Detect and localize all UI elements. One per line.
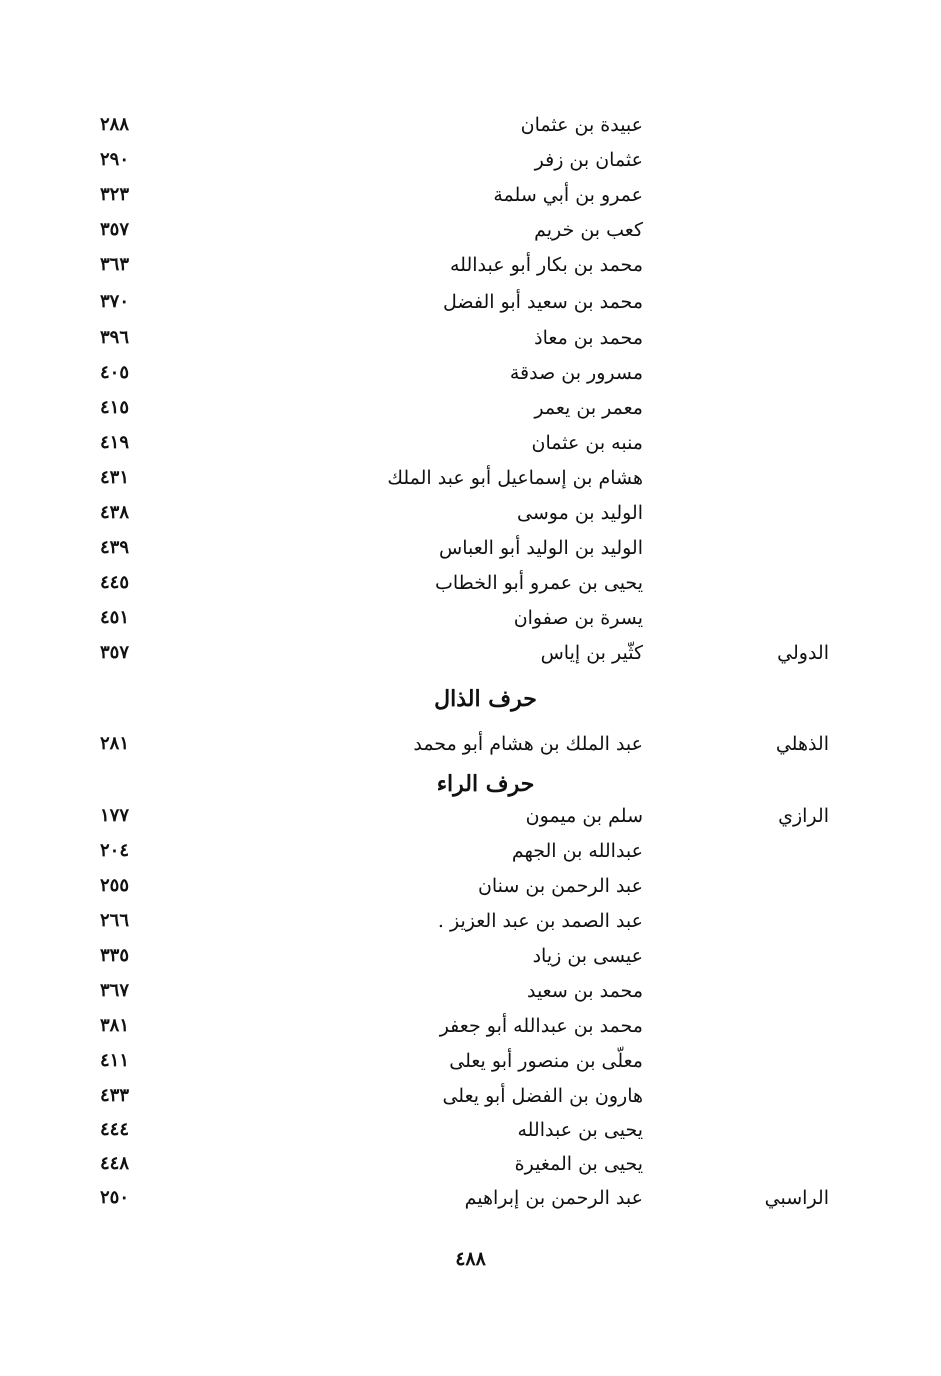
entry-name: عيسى بن زياد — [532, 945, 643, 967]
entry-page-number: ٤٥١ — [100, 607, 130, 628]
entry-name: يحيى بن عبدالله — [517, 1119, 643, 1141]
entry-page-number: ٤٤٥ — [100, 572, 130, 593]
entry-page-number: ٢٦٦ — [100, 910, 130, 931]
entry-page-number: ٤٣٣ — [100, 1085, 130, 1106]
entry-name: عبد الرحمن بن إبراهيم — [464, 1187, 643, 1209]
index-row — [0, 601, 941, 635]
entry-page-number: ٤٤٤ — [100, 1119, 130, 1140]
entry-page-number: ٤٣٨ — [100, 502, 130, 523]
entry-name: محمد بن سعيد — [526, 980, 643, 1002]
entry-name: عبد الصمد بن عبد العزيز . — [437, 910, 643, 932]
entry-page-number: ٣٦٣ — [100, 254, 130, 275]
entry-name: عبد الرحمن بن سنان — [477, 875, 643, 897]
entry-page-number: ٤١٥ — [100, 397, 130, 418]
entry-page-number: ٣٦٧ — [100, 980, 130, 1001]
index-row — [0, 834, 941, 868]
index-row — [0, 531, 941, 565]
entry-page-number: ٤٤٨ — [100, 1153, 130, 1174]
index-row — [0, 391, 941, 425]
index-row — [0, 566, 941, 600]
entry-name: يسرة بن صفوان — [513, 607, 643, 629]
entry-nisba: الراسبي — [764, 1187, 829, 1209]
entry-name: عبيدة بن عثمان — [520, 114, 643, 136]
index-row — [0, 321, 941, 355]
index-row — [0, 1079, 941, 1113]
entry-name: يحيى بن عمرو أبو الخطاب — [435, 572, 643, 594]
entry-page-number: ٤١١ — [100, 1050, 130, 1071]
entry-name: الوليد بن موسى — [517, 502, 643, 524]
index-row — [0, 869, 941, 903]
entry-name: كثّير بن إياس — [540, 642, 643, 664]
entry-name: عبد الملك بن هشام أبو محمد — [413, 733, 643, 755]
entry-page-number: ٢٥٠ — [100, 1187, 130, 1208]
entry-name: مسرور بن صدقة — [509, 362, 643, 384]
entry-name: يحيى بن المغيرة — [514, 1153, 643, 1175]
entry-name: معلّى بن منصور أبو يعلى — [449, 1050, 643, 1072]
entry-page-number: ٣٢٣ — [100, 184, 130, 205]
index-row — [0, 636, 941, 670]
entry-page-number: ٢٩٠ — [100, 149, 130, 170]
entry-name: محمد بن بكار أبو عبدالله — [449, 254, 643, 276]
entry-page-number: ٣٥٧ — [100, 642, 130, 663]
index-row — [0, 1147, 941, 1181]
index-row — [0, 143, 941, 177]
entry-page-number: ٢٠٤ — [100, 840, 130, 861]
section-heading: حرف الراء — [436, 771, 535, 797]
entry-nisba: الدولي — [777, 642, 829, 664]
index-row — [0, 974, 941, 1008]
entry-page-number: ٣٣٥ — [100, 945, 130, 966]
index-row — [0, 1009, 941, 1043]
entry-name: محمد بن عبدالله أبو جعفر — [439, 1015, 643, 1037]
entry-name: منبه بن عثمان — [531, 432, 643, 454]
index-row — [0, 108, 941, 142]
section-heading: حرف الذال — [434, 686, 537, 712]
index-row — [0, 496, 941, 530]
index-row — [0, 1044, 941, 1078]
index-row — [0, 799, 941, 833]
entry-nisba: الذهلي — [775, 733, 829, 755]
entry-name: هارون بن الفضل أبو يعلى — [442, 1085, 643, 1107]
entry-page-number: ٣٨١ — [100, 1015, 130, 1036]
entry-page-number: ٢٨٨ — [100, 114, 130, 135]
entry-name: عبدالله بن الجهم — [511, 840, 643, 862]
entry-name: الوليد بن الوليد أبو العباس — [439, 537, 643, 559]
entry-page-number: ٣٧٠ — [100, 291, 130, 312]
index-row — [0, 939, 941, 973]
entry-name: عمرو بن أبي سلمة — [493, 184, 643, 206]
index-row — [0, 1181, 941, 1215]
entry-name: معمر بن يعمر — [534, 397, 643, 419]
entry-page-number: ٢٨١ — [100, 733, 130, 754]
entry-name: عثمان بن زفر — [534, 149, 643, 171]
entry-nisba: الرازي — [778, 805, 829, 827]
index-row — [0, 1113, 941, 1147]
index-row — [0, 248, 941, 282]
index-row — [0, 461, 941, 495]
entry-page-number: ٤٣١ — [100, 467, 130, 488]
entry-page-number: ١٧٧ — [100, 805, 130, 826]
index-row — [0, 285, 941, 319]
index-row — [0, 426, 941, 460]
entry-page-number: ٤٣٩ — [100, 537, 130, 558]
index-row — [0, 178, 941, 212]
entry-name: هشام بن إسماعيل أبو عبد الملك — [387, 467, 643, 489]
entry-name: محمد بن سعيد أبو الفضل — [442, 291, 643, 313]
index-row — [0, 904, 941, 938]
entry-page-number: ٣٩٦ — [100, 327, 130, 348]
entry-name: كعب بن خريم — [534, 219, 643, 241]
index-row — [0, 213, 941, 247]
entry-page-number: ٣٥٧ — [100, 219, 130, 240]
index-row — [0, 356, 941, 390]
entry-name: سلم بن ميمون — [525, 805, 643, 827]
entry-page-number: ٤٠٥ — [100, 362, 130, 383]
entry-page-number: ٢٥٥ — [100, 875, 130, 896]
entry-name: محمد بن معاذ — [534, 327, 643, 349]
index-row — [0, 727, 941, 761]
entry-page-number: ٤١٩ — [100, 432, 130, 453]
page-number: ٤٨٨ — [455, 1248, 486, 1270]
